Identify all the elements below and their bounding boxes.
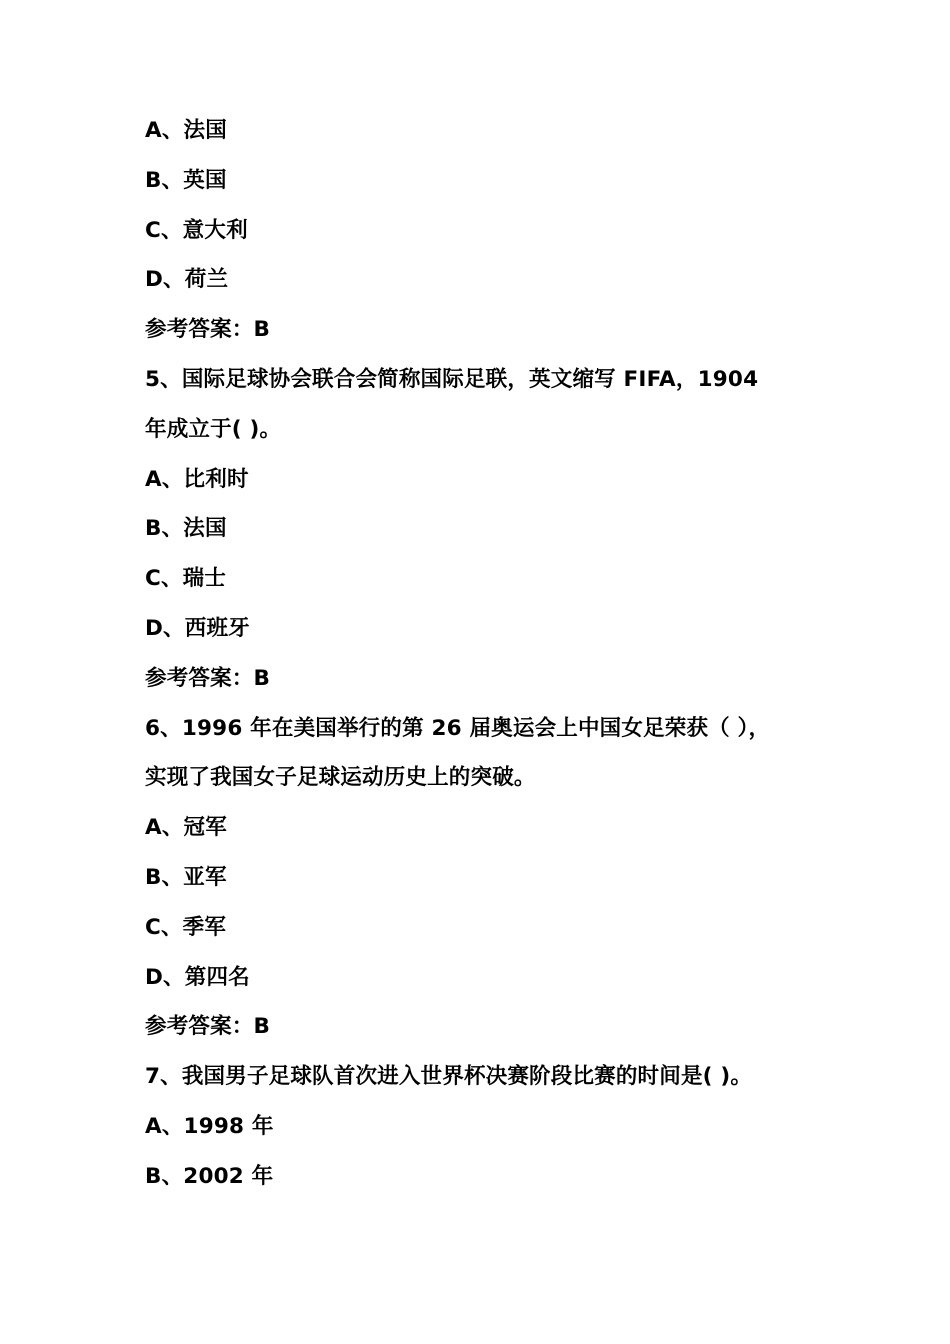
option-a-q6: A、冠军 xyxy=(145,815,227,841)
option-c-q6: C、季军 xyxy=(145,914,227,940)
question-5-line-2: 年成立于( )。 xyxy=(145,416,282,442)
answer-q5: 参考答案：B xyxy=(145,665,271,691)
question-6-line-2: 实现了我国女子足球运动历史上的突破。 xyxy=(145,765,536,791)
option-b-q7: B、2002 年 xyxy=(145,1163,274,1189)
option-b-q6: B、亚军 xyxy=(145,864,227,890)
option-d-q5: D、西班牙 xyxy=(145,615,250,641)
option-b-q4: B、英国 xyxy=(145,167,227,193)
option-c-q5: C、瑞士 xyxy=(145,566,227,592)
option-a-q5: A、比利时 xyxy=(145,466,249,492)
option-c-q4: C、意大利 xyxy=(145,217,248,243)
answer-q4: 参考答案：B xyxy=(145,317,271,343)
question-6-line-1: 6、1996 年在美国举行的第 26 届奥运会上中国女足荣获（ ）， xyxy=(145,715,771,741)
question-7: 7、我国男子足球队首次进入世界杯决赛阶段比赛的时间是( )。 xyxy=(145,1064,753,1090)
option-b-q5: B、法国 xyxy=(145,516,227,542)
document-content xyxy=(145,106,825,1202)
question-5-line-1: 5、国际足球协会联合会简称国际足联，英文缩写 FIFA，1904 xyxy=(145,366,759,392)
answer-q6: 参考答案：B xyxy=(145,1014,271,1040)
option-a-q4: A、法国 xyxy=(145,118,227,143)
option-a-q7: A、1998 年 xyxy=(145,1113,274,1139)
option-d-q4: D、荷兰 xyxy=(145,267,229,293)
option-d-q6: D、第四名 xyxy=(145,964,250,990)
